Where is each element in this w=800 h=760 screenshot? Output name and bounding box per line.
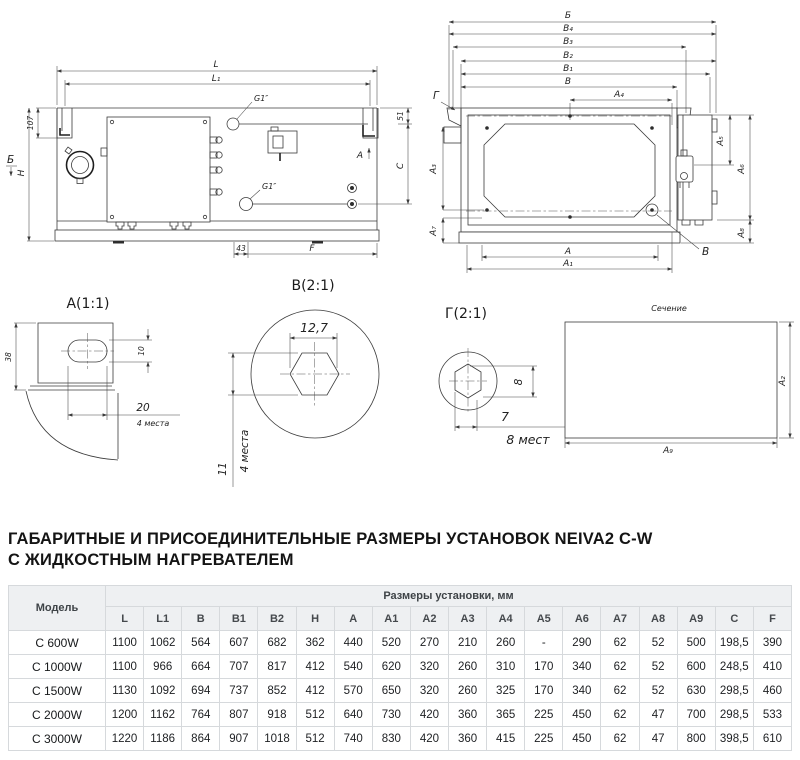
dim-value-cell: - bbox=[525, 631, 563, 655]
dim-43-label: 43 bbox=[236, 244, 246, 253]
column-header: H bbox=[296, 607, 334, 631]
control-box bbox=[101, 117, 222, 229]
column-header: F bbox=[753, 607, 791, 631]
dim-value-cell: 1220 bbox=[106, 727, 144, 751]
group-header: Размеры установки, мм bbox=[106, 586, 792, 607]
table-row bbox=[9, 727, 792, 751]
dim-value-cell: 512 bbox=[296, 703, 334, 727]
dim-value-cell: 610 bbox=[753, 727, 791, 751]
dim-value-cell: 52 bbox=[639, 679, 677, 703]
dim-A9-label: А₉ bbox=[663, 446, 673, 456]
dim-value-cell: 320 bbox=[410, 679, 448, 703]
model-cell: С 3000W bbox=[9, 727, 106, 751]
dim-A1-label: А₁ bbox=[563, 259, 573, 269]
dim-value-cell: 1130 bbox=[106, 679, 144, 703]
dim-value-cell: 1100 bbox=[106, 655, 144, 679]
drain-fittings bbox=[348, 184, 357, 209]
dim-B-label: Б bbox=[564, 11, 572, 21]
dim-value-cell: 260 bbox=[448, 655, 486, 679]
model-column-header: Модель bbox=[9, 586, 106, 631]
dim-value-cell: 682 bbox=[258, 631, 296, 655]
column-header: L bbox=[106, 607, 144, 631]
dim-A6-label: А₆ bbox=[737, 164, 747, 174]
dim-value-cell: 420 bbox=[410, 727, 448, 751]
dim-value-cell: 450 bbox=[563, 703, 601, 727]
dim-value-cell: 512 bbox=[296, 727, 334, 751]
dim-value-cell: 1100 bbox=[106, 631, 144, 655]
column-header: A9 bbox=[677, 607, 715, 631]
table-row bbox=[9, 655, 792, 679]
dim-value-cell: 412 bbox=[296, 679, 334, 703]
dim-value-cell: 170 bbox=[525, 679, 563, 703]
dim-value-cell: 52 bbox=[639, 655, 677, 679]
dim-value-cell: 764 bbox=[182, 703, 220, 727]
dim-38-label: 38 bbox=[4, 352, 13, 362]
bracket-body bbox=[38, 323, 113, 383]
dim-value-cell: 52 bbox=[639, 631, 677, 655]
detail-b-view bbox=[217, 278, 379, 487]
column-header: B1 bbox=[220, 607, 258, 631]
dim-12-7-label: 12,7 bbox=[300, 320, 328, 335]
dim-value-cell: 290 bbox=[563, 631, 601, 655]
dim-L1-label: L₁ bbox=[211, 74, 221, 84]
pipe-flange bbox=[65, 147, 94, 184]
column-header: A7 bbox=[601, 607, 639, 631]
dim-value-cell: 1062 bbox=[144, 631, 182, 655]
page-title bbox=[8, 529, 792, 570]
access-panel bbox=[484, 124, 655, 217]
dim-A5-label: А₅ bbox=[716, 136, 726, 146]
section-view bbox=[565, 304, 794, 456]
column-header: A5 bbox=[525, 607, 563, 631]
dim-51-label: 51 bbox=[396, 111, 405, 121]
detail-a-note: 4 места bbox=[136, 419, 170, 428]
dim-value-cell: 225 bbox=[525, 703, 563, 727]
dim-value-cell: 700 bbox=[677, 703, 715, 727]
dim-value-cell: 966 bbox=[144, 655, 182, 679]
detail-g-title: Г(2:1) bbox=[445, 306, 487, 322]
dim-value-cell: 564 bbox=[182, 631, 220, 655]
dim-value-cell: 1092 bbox=[144, 679, 182, 703]
column-header: A2 bbox=[410, 607, 448, 631]
dim-value-cell: 520 bbox=[372, 631, 410, 655]
dim-L-label: L bbox=[213, 60, 219, 70]
detail-g-view bbox=[439, 306, 565, 447]
dim-value-cell: 62 bbox=[601, 679, 639, 703]
base-frame bbox=[55, 230, 379, 241]
dim-value-cell: 62 bbox=[601, 655, 639, 679]
table-row bbox=[9, 631, 792, 655]
dim-A4-label: А₄ bbox=[614, 90, 624, 100]
dim-value-cell: 47 bbox=[639, 703, 677, 727]
dim-value-cell: 298,5 bbox=[715, 679, 753, 703]
dim-7-label: 7 bbox=[501, 409, 509, 424]
dim-value-cell: 707 bbox=[220, 655, 258, 679]
column-header: B bbox=[182, 607, 220, 631]
dim-V4-label: В₄ bbox=[563, 24, 573, 34]
detail-g-note: 8 мест bbox=[506, 432, 550, 447]
model-cell: С 600W bbox=[9, 631, 106, 655]
dim-value-cell: 852 bbox=[258, 679, 296, 703]
dim-value-cell: 864 bbox=[182, 727, 220, 751]
side-view-drawing bbox=[6, 60, 412, 258]
dim-20-label: 20 bbox=[136, 402, 150, 414]
dim-value-cell: 607 bbox=[220, 631, 258, 655]
dim-value-cell: 225 bbox=[525, 727, 563, 751]
dim-value-cell: 360 bbox=[448, 703, 486, 727]
thermostat-block bbox=[268, 127, 297, 161]
table-row bbox=[9, 703, 792, 727]
column-header: L1 bbox=[144, 607, 182, 631]
thread-bottom-label: G1″ bbox=[262, 182, 277, 191]
section-outline bbox=[565, 322, 777, 438]
dim-value-cell: 260 bbox=[487, 631, 525, 655]
dim-value-cell: 170 bbox=[525, 655, 563, 679]
dim-value-cell: 630 bbox=[677, 679, 715, 703]
table-header bbox=[9, 586, 792, 631]
dim-value-cell: 310 bbox=[487, 655, 525, 679]
dim-value-cell: 1200 bbox=[106, 703, 144, 727]
dim-value-cell: 62 bbox=[601, 727, 639, 751]
dim-8-label: 8 bbox=[513, 378, 525, 386]
dim-value-cell: 830 bbox=[372, 727, 410, 751]
dim-value-cell: 298,5 bbox=[715, 703, 753, 727]
dim-A3-label: А₃ bbox=[429, 164, 439, 174]
dim-107-label: 107 bbox=[26, 115, 35, 131]
dim-value-cell: 270 bbox=[410, 631, 448, 655]
dim-value-cell: 410 bbox=[753, 655, 791, 679]
dim-value-cell: 907 bbox=[220, 727, 258, 751]
dim-value-cell: 694 bbox=[182, 679, 220, 703]
dim-value-cell: 540 bbox=[334, 655, 372, 679]
cable-glands-bottom bbox=[116, 222, 191, 229]
column-header: B2 bbox=[258, 607, 296, 631]
dim-value-cell: 460 bbox=[753, 679, 791, 703]
view-B-label: Б bbox=[7, 154, 15, 166]
dim-value-cell: 800 bbox=[677, 727, 715, 751]
dim-value-cell: 600 bbox=[677, 655, 715, 679]
dim-A8-label: А₈ bbox=[737, 228, 747, 238]
table-row bbox=[9, 679, 792, 703]
corner-bracket-g bbox=[447, 108, 461, 126]
dim-value-cell: 740 bbox=[334, 727, 372, 751]
page-title-line1: ГАБАРИТНЫЕ И ПРИСОЕДИНИТЕЛЬНЫЕ РАЗМЕРЫ УСТАНОВОК NEIVA2 C-W bbox=[8, 530, 653, 548]
dim-value-cell: 440 bbox=[334, 631, 372, 655]
dim-11-label: 11 bbox=[217, 462, 229, 476]
dim-value-cell: 730 bbox=[372, 703, 410, 727]
dim-10-label: 10 bbox=[137, 346, 146, 356]
detail-b-note: 4 места bbox=[239, 429, 251, 473]
dim-value-cell: 420 bbox=[410, 703, 448, 727]
dim-value-cell: 918 bbox=[258, 703, 296, 727]
dim-value-cell: 412 bbox=[296, 655, 334, 679]
dim-value-cell: 320 bbox=[410, 655, 448, 679]
dim-value-cell: 570 bbox=[334, 679, 372, 703]
dim-value-cell: 390 bbox=[753, 631, 791, 655]
dim-F-label: F bbox=[309, 244, 315, 254]
dim-V2-label: В₂ bbox=[563, 51, 573, 61]
dim-value-cell: 664 bbox=[182, 655, 220, 679]
dim-H-label: H bbox=[17, 169, 27, 177]
dim-C-label: C bbox=[396, 162, 406, 170]
dim-A7-label: А₇ bbox=[429, 226, 439, 236]
column-header: C bbox=[715, 607, 753, 631]
casing-frame bbox=[461, 108, 677, 232]
dimensions-table bbox=[8, 585, 792, 751]
dim-value-cell: 362 bbox=[296, 631, 334, 655]
dim-value-cell: 807 bbox=[220, 703, 258, 727]
table-body bbox=[9, 631, 792, 751]
dim-value-cell: 47 bbox=[639, 727, 677, 751]
dim-value-cell: 365 bbox=[487, 703, 525, 727]
detail-b-title: В(2:1) bbox=[291, 278, 335, 294]
right-mounting-rail bbox=[363, 108, 378, 138]
dim-V1-label: В₁ bbox=[563, 64, 573, 74]
end-base-frame bbox=[459, 232, 680, 243]
model-cell: С 1000W bbox=[9, 655, 106, 679]
dim-value-cell: 1186 bbox=[144, 727, 182, 751]
column-header: A6 bbox=[563, 607, 601, 631]
dim-A2-label: А₂ bbox=[778, 376, 788, 386]
dim-value-cell: 62 bbox=[601, 703, 639, 727]
column-header: A1 bbox=[372, 607, 410, 631]
dim-value-cell: 1162 bbox=[144, 703, 182, 727]
left-mounting-rail bbox=[57, 108, 72, 138]
thread-top-label: G1″ bbox=[254, 94, 269, 103]
view-A-label: A bbox=[356, 151, 363, 161]
column-header: A bbox=[334, 607, 372, 631]
dim-value-cell: 415 bbox=[487, 727, 525, 751]
thread-connection-bottom bbox=[240, 182, 348, 211]
dim-value-cell: 450 bbox=[563, 727, 601, 751]
dim-value-cell: 210 bbox=[448, 631, 486, 655]
dim-value-cell: 500 bbox=[677, 631, 715, 655]
detail-a-title: А(1:1) bbox=[66, 296, 110, 312]
model-cell: С 1500W bbox=[9, 679, 106, 703]
column-header: A4 bbox=[487, 607, 525, 631]
dim-V3-label: В₃ bbox=[563, 37, 573, 47]
dim-value-cell: 620 bbox=[372, 655, 410, 679]
section-title: Сечение bbox=[651, 304, 687, 313]
dim-value-cell: 360 bbox=[448, 727, 486, 751]
page-title-line2: С ЖИДКОСТНЫМ НАГРЕВАТЕЛЕМ bbox=[8, 550, 294, 569]
dim-value-cell: 198,5 bbox=[715, 631, 753, 655]
end-view-drawing bbox=[429, 11, 754, 273]
dim-value-cell: 340 bbox=[563, 679, 601, 703]
dim-value-cell: 737 bbox=[220, 679, 258, 703]
dim-V-label: В bbox=[564, 77, 572, 87]
dim-value-cell: 248,5 bbox=[715, 655, 753, 679]
heater-section bbox=[676, 115, 717, 225]
dim-A-label: А bbox=[564, 247, 572, 257]
cable-glands-side bbox=[210, 137, 222, 195]
callout-V-label: В bbox=[702, 246, 710, 258]
dim-value-cell: 650 bbox=[372, 679, 410, 703]
view-G-label: Г bbox=[433, 90, 439, 102]
dim-value-cell: 260 bbox=[448, 679, 486, 703]
dim-value-cell: 398,5 bbox=[715, 727, 753, 751]
valve-actuator bbox=[676, 150, 693, 188]
dim-value-cell: 62 bbox=[601, 631, 639, 655]
dim-value-cell: 340 bbox=[563, 655, 601, 679]
dim-value-cell: 325 bbox=[487, 679, 525, 703]
column-header: A3 bbox=[448, 607, 486, 631]
model-cell: С 2000W bbox=[9, 703, 106, 727]
column-header: A8 bbox=[639, 607, 677, 631]
thread-connection-top bbox=[227, 94, 368, 130]
dim-value-cell: 640 bbox=[334, 703, 372, 727]
dim-value-cell: 533 bbox=[753, 703, 791, 727]
dim-value-cell: 1018 bbox=[258, 727, 296, 751]
dim-value-cell: 817 bbox=[258, 655, 296, 679]
detail-a-view bbox=[4, 296, 180, 460]
